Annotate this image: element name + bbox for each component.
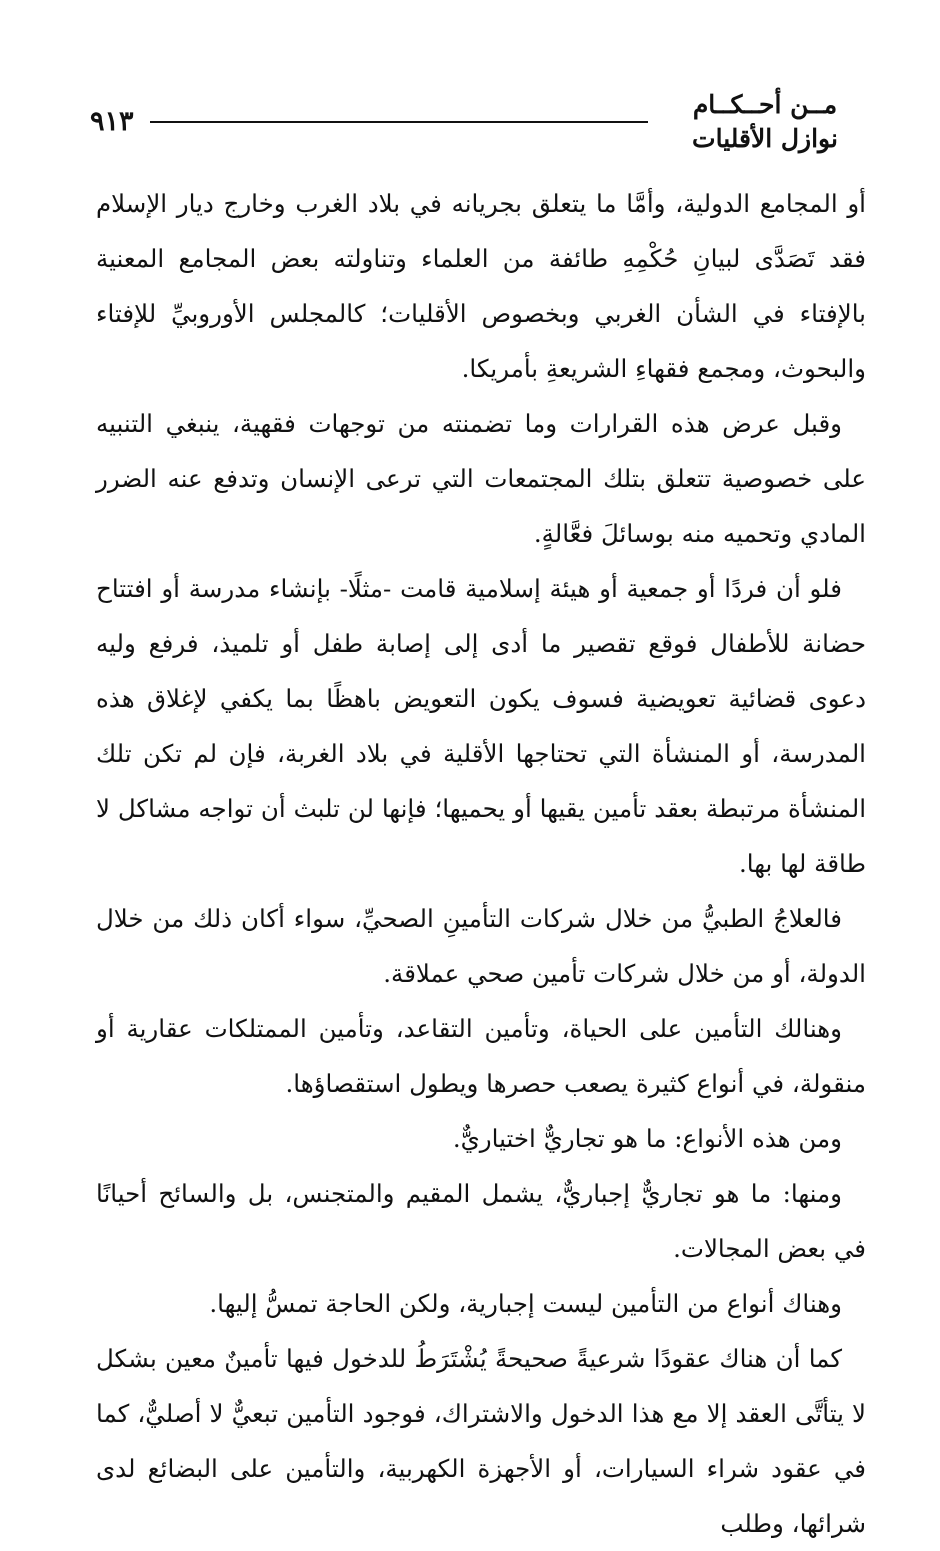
book-title [670,88,860,156]
paragraph: كما أن هناك عقودًا شرعيةً صحيحةً يُشْتَرَطُ للدخول فيها تأمينٌ معين بشكل لا يتأتَّى العقد إلا مع هذا الدخول والاشتراك، فوجود التأمين تبعيٌّ لا أصليٌّ، كما في عقود شراء السيارات، أو الأجهزة الكهربية، والتأمين على البضائع لدى شرائها، وطلب [96,1344,866,1538]
paragraph: ومن هذه الأنواع: ما هو تجاريٌّ اختياريٌّ. [452,1124,842,1153]
paragraph: وهناك أنواع من التأمين ليست إجبارية، ولكن الحاجة تمسُّ إليها. [209,1289,842,1318]
body-text [96,176,866,1551]
paragraph: فلو أن فردًا أو جمعية أو هيئة إسلامية قامت -مثلًا- بإنشاء مدرسة أو افتتاح حضانة للأطفال فوقع تقصير ما أدى إلى إصابة طفل أو تلميذ، فرفع وليه دعوى قضائية تعويضية فسوف يكون التعويض باهظًا بما يكفي لإغلاق هذه المدرسة، أو المنشأة التي تحتاجها الأقلية في بلاد الغربة، فإن لم تكن تلك المنشأة مرتبطة بعقد تأمين يقيها أو يحميها؛ فإنها لن تلبث أن تواجه مشاكل لا طاقة لها بها. [96,574,866,878]
paragraph: وهنالك التأمين على الحياة، وتأمين التقاعد، وتأمين الممتلكات عقارية أو منقولة، في أنواع كثيرة يصعب حصرها ويطول استقصاؤها. [96,1014,866,1098]
book-title-line-1: مــن أحــكــام [692,90,838,119]
paragraph: أو المجامع الدولية، وأمَّا ما يتعلق بجريانه في بلاد الغرب وخارج ديار الإسلام فقد تَصَدَّى لبيانِ حُكْمِهِ طائفة من العلماء وتناولته بعض المجامع المعنية بالإفتاء في الشأن الغربي وبخصوص الأقليات؛ كالمجلس الأوروبيِّ للإفتاء والبحوث، ومجمع فقهاءِ الشريعةِ بأمريكا. [96,189,866,383]
book-title-line-2: نوازل الأقليات [692,124,838,153]
paragraph: ومنها: ما هو تجاريٌّ إجباريٌّ، يشمل المقيم والمتجنس، بل والسائح أحيانًا في بعض المجالات. [96,1179,866,1263]
page-header [88,84,860,164]
paragraph: وقبل عرض هذه القرارات وما تضمنته من توجهات فقهية، ينبغي التنبيه على خصوصية تتعلق بتلك المجتمعات التي ترعى الإنسان وتدفع عنه الضرر المادي وتحميه منه بوسائلَ فعَّالةٍ. [96,409,866,548]
page-number: ٩١٣ [90,106,134,137]
header-rule [150,121,648,123]
paragraph: فالعلاجُ الطبيُّ من خلال شركات التأمينِ الصحيِّ، سواء أكان ذلك من خلال الدولة، أو من خلال شركات تأمين صحي عملاقة. [96,904,866,988]
